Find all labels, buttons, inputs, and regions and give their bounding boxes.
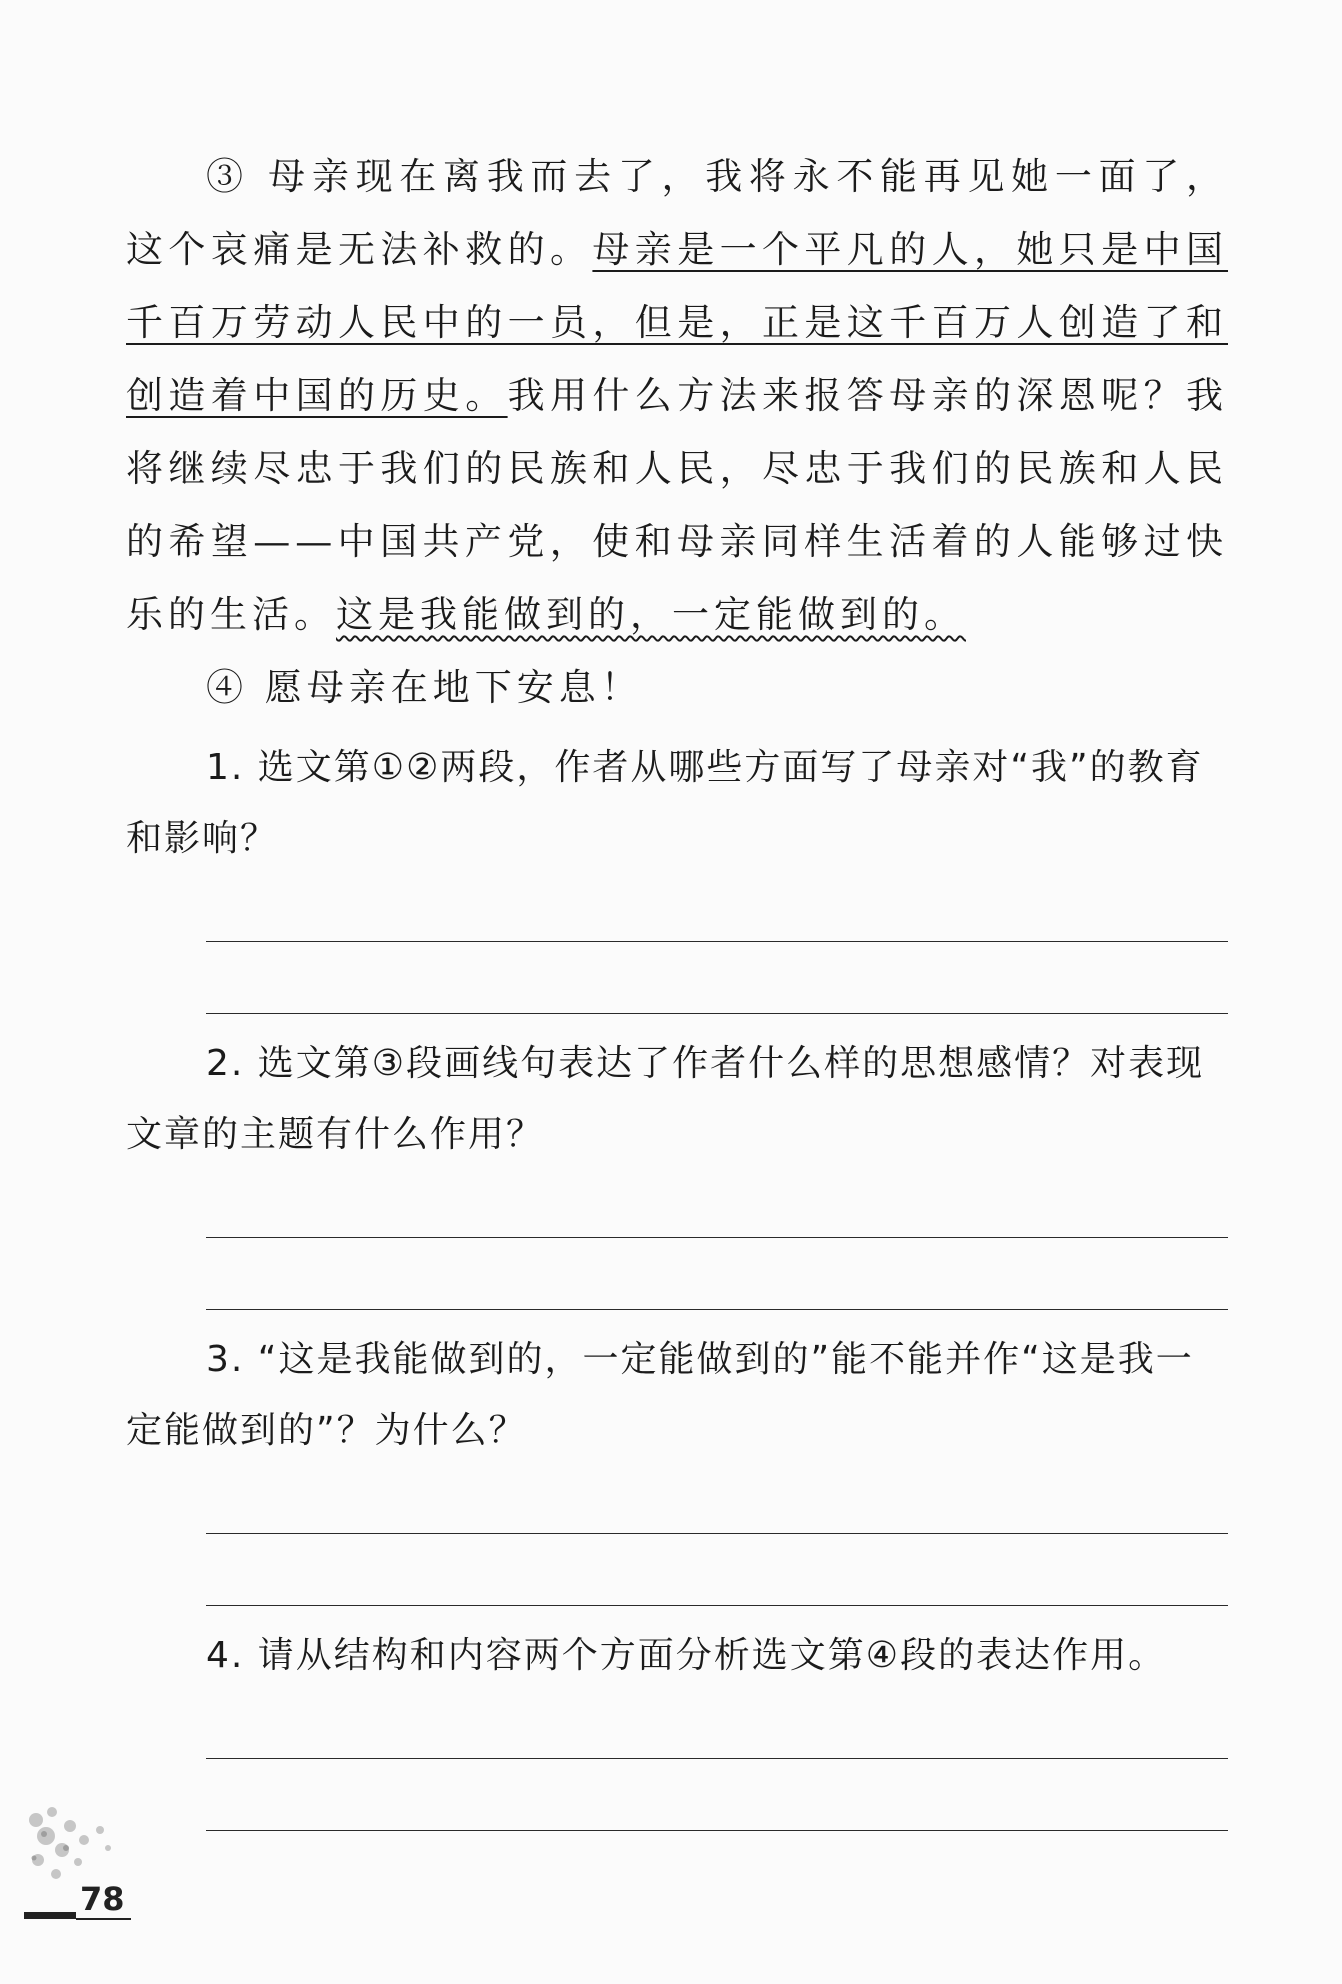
answer-line[interactable] bbox=[206, 1534, 1228, 1606]
answer-line[interactable] bbox=[206, 886, 1228, 942]
answer-line[interactable] bbox=[206, 1759, 1228, 1831]
question-3 bbox=[126, 1324, 1228, 1606]
passage-paragraph-3 bbox=[126, 140, 1228, 651]
answer-line[interactable] bbox=[206, 1238, 1228, 1310]
question-2 bbox=[126, 1028, 1228, 1310]
question-1 bbox=[126, 732, 1228, 1014]
answer-line[interactable] bbox=[206, 1703, 1228, 1759]
answer-line[interactable] bbox=[206, 942, 1228, 1014]
answer-line[interactable] bbox=[206, 1478, 1228, 1534]
question-4-text: 4. 请从结构和内容两个方面分析选文第④段的表达作用。 bbox=[206, 1635, 1167, 1676]
page-content bbox=[126, 140, 1228, 1845]
question-4 bbox=[126, 1620, 1228, 1831]
paragraph-3-middle: 我用什么方法来报答母亲的深恩呢？我将继续尽忠于我们的民族和人民，尽忠于我们的民族和人民的希望——中国共产党，使和母亲同样生活着的人能够过快乐的生活。 bbox=[126, 374, 1229, 636]
page-number: 78 bbox=[80, 1880, 125, 1918]
question-2-text: 2. 选文第③段画线句表达了作者什么样的思想感情？对表现文章的主题有什么作用？ bbox=[126, 1043, 1205, 1155]
answer-area-3[interactable] bbox=[206, 1478, 1228, 1606]
page-number-rule bbox=[76, 1918, 131, 1920]
wavy-underlined-sentence: 这是我能做到的，一定能做到的。 bbox=[336, 593, 966, 636]
paragraph-3-lead: ③ 母亲现在离我而去了，我将永不能再见她一面了，这个哀痛是无法补救的。 bbox=[126, 155, 1228, 271]
answer-area-1[interactable] bbox=[206, 886, 1228, 1014]
passage-paragraph-4: ④ 愿母亲在地下安息！ bbox=[206, 666, 643, 709]
underlined-sentence: 母亲是一个平凡的人，她只是中国千百万劳动人民中的一员，但是，正是这千百万人创造了和创造着中国的历史。 bbox=[126, 228, 1229, 417]
answer-area-2[interactable] bbox=[206, 1182, 1228, 1310]
question-3-text: 3. “这是我能做到的，一定能做到的”能不能并作“这是我一定能做到的”？为什么？ bbox=[126, 1339, 1194, 1451]
question-1-text: 1. 选文第①②两段，作者从哪些方面写了母亲对“我”的教育和影响？ bbox=[126, 747, 1204, 859]
answer-line[interactable] bbox=[206, 1182, 1228, 1238]
page-number-bar bbox=[24, 1912, 76, 1919]
answer-area-4[interactable] bbox=[206, 1703, 1228, 1831]
